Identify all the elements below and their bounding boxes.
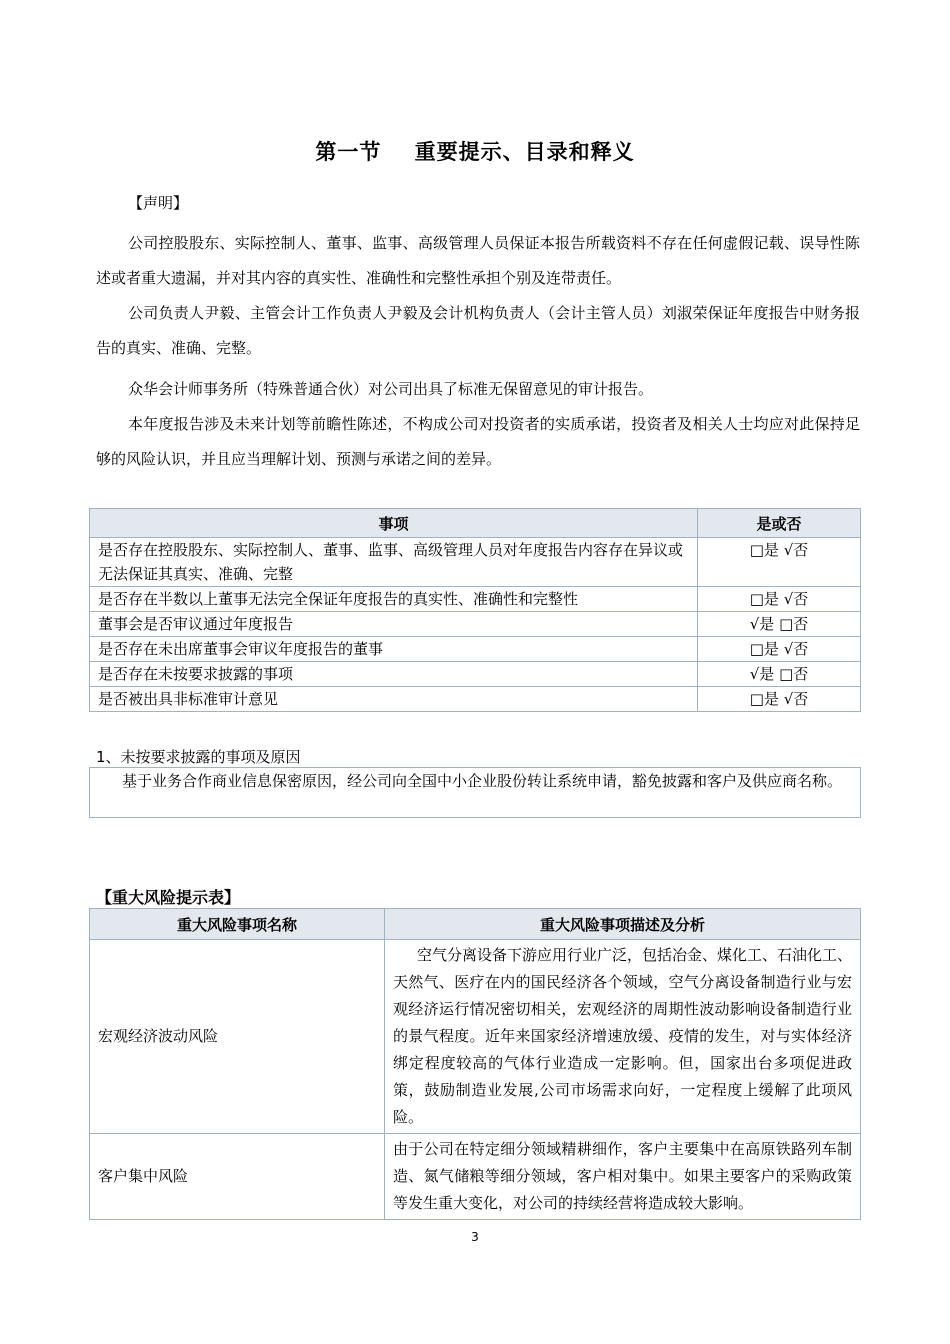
matters-header-answer: 是或否 [698, 509, 861, 538]
table-row [90, 538, 861, 587]
risk-name: 客户集中风险 [90, 1134, 385, 1220]
matter-item: 是否被出具非标准审计意见 [90, 687, 698, 712]
matter-answer: √是 □否 [698, 612, 861, 637]
matter-answer: □是 √否 [698, 587, 861, 612]
undisclosed-heading: 1、未按要求披露的事项及原因 [96, 748, 301, 766]
risk-header-name: 重大风险事项名称 [90, 909, 385, 940]
matter-item: 是否存在控股股东、实际控制人、董事、监事、高级管理人员对年度报告内容存在异议或无法保证其真实、准确、完整 [90, 538, 698, 587]
page-number: 3 [471, 1230, 479, 1244]
matter-item: 是否存在未按要求披露的事项 [90, 662, 698, 687]
matters-header-row [90, 509, 861, 538]
section-title: 第一节 重要提示、目录和释义 [315, 140, 635, 164]
risk-header-description: 重大风险事项描述及分析 [385, 909, 861, 940]
table-row [90, 662, 861, 687]
matter-answer: □是 √否 [698, 637, 861, 662]
matter-answer: □是 √否 [698, 538, 861, 587]
table-row [90, 637, 861, 662]
matter-answer: □是 √否 [698, 687, 861, 712]
table-row [90, 940, 861, 1134]
table-row [90, 1134, 861, 1220]
matters-table [89, 508, 861, 712]
risk-header-row [90, 909, 861, 940]
matter-item: 是否存在半数以上董事无法完全保证年度报告的真实性、准确性和完整性 [90, 587, 698, 612]
paragraph-forward-looking: 本年度报告涉及未来计划等前瞻性陈述，不构成公司对投资者的实质承诺，投资者及相关人士均应对此保持足够的风险认识，并且应当理解计划、预测与承诺之间的差异。 [96, 415, 860, 468]
matter-item: 董事会是否审议通过年度报告 [90, 612, 698, 637]
declaration-label: 【声明】 [128, 194, 189, 212]
undisclosed-reason-box: 基于业务合作商业信息保密原因，经公司向全国中小企业股份转让系统申请，豁免披露和客户及供应商名称。 [89, 767, 861, 818]
matter-item: 是否存在未出席董事会审议年度报告的董事 [90, 637, 698, 662]
matters-header-item: 事项 [90, 509, 698, 538]
table-row [90, 587, 861, 612]
risk-description: 由于公司在特定细分领域精耕细作，客户主要集中在高原铁路列车制造、氮气储粮等细分领域，客户相对集中。如果主要客户的采购政策等发生重大变化，对公司的持续经营将造成较大影响。 [385, 1134, 861, 1220]
risk-name: 宏观经济波动风险 [90, 940, 385, 1134]
paragraph-guarantee: 公司控股股东、实际控制人、董事、监事、高级管理人员保证本报告所载资料不存在任何虚假记载、误导性陈述或者重大遗漏，并对其内容的真实性、准确性和完整性承担个别及连带责任。 [96, 234, 860, 287]
table-row [90, 612, 861, 637]
paragraph-audit-opinion: 众华会计师事务所（特殊普通合伙）对公司出具了标准无保留意见的审计报告。 [128, 380, 654, 398]
paragraph-responsible-persons: 公司负责人尹毅、主管会计工作负责人尹毅及会计机构负责人（会计主管人员）刘淑荣保证年度报告中财务报告的真实、准确、完整。 [96, 304, 860, 357]
matter-answer: √是 □否 [698, 662, 861, 687]
risk-table [89, 908, 861, 1220]
risk-description: 空气分离设备下游应用行业广泛，包括冶金、煤化工、石油化工、天然气、医疗在内的国民经济各个领域，空气分离设备制造行业与宏观经济运行情况密切相关，宏观经济的周期性波动影响设备制造行业的景气程度。近年来国家经济增速放缓、疫情的发生，对与实体经济绑定程度较高的气体行业造成一定影响。但，国家出台多项促进政策，鼓励制造业发展,公司市场需求向好，一定程度上缓解了此项风险。 [385, 940, 861, 1134]
risk-table-heading: 【重大风险提示表】 [96, 888, 241, 907]
table-row [90, 687, 861, 712]
